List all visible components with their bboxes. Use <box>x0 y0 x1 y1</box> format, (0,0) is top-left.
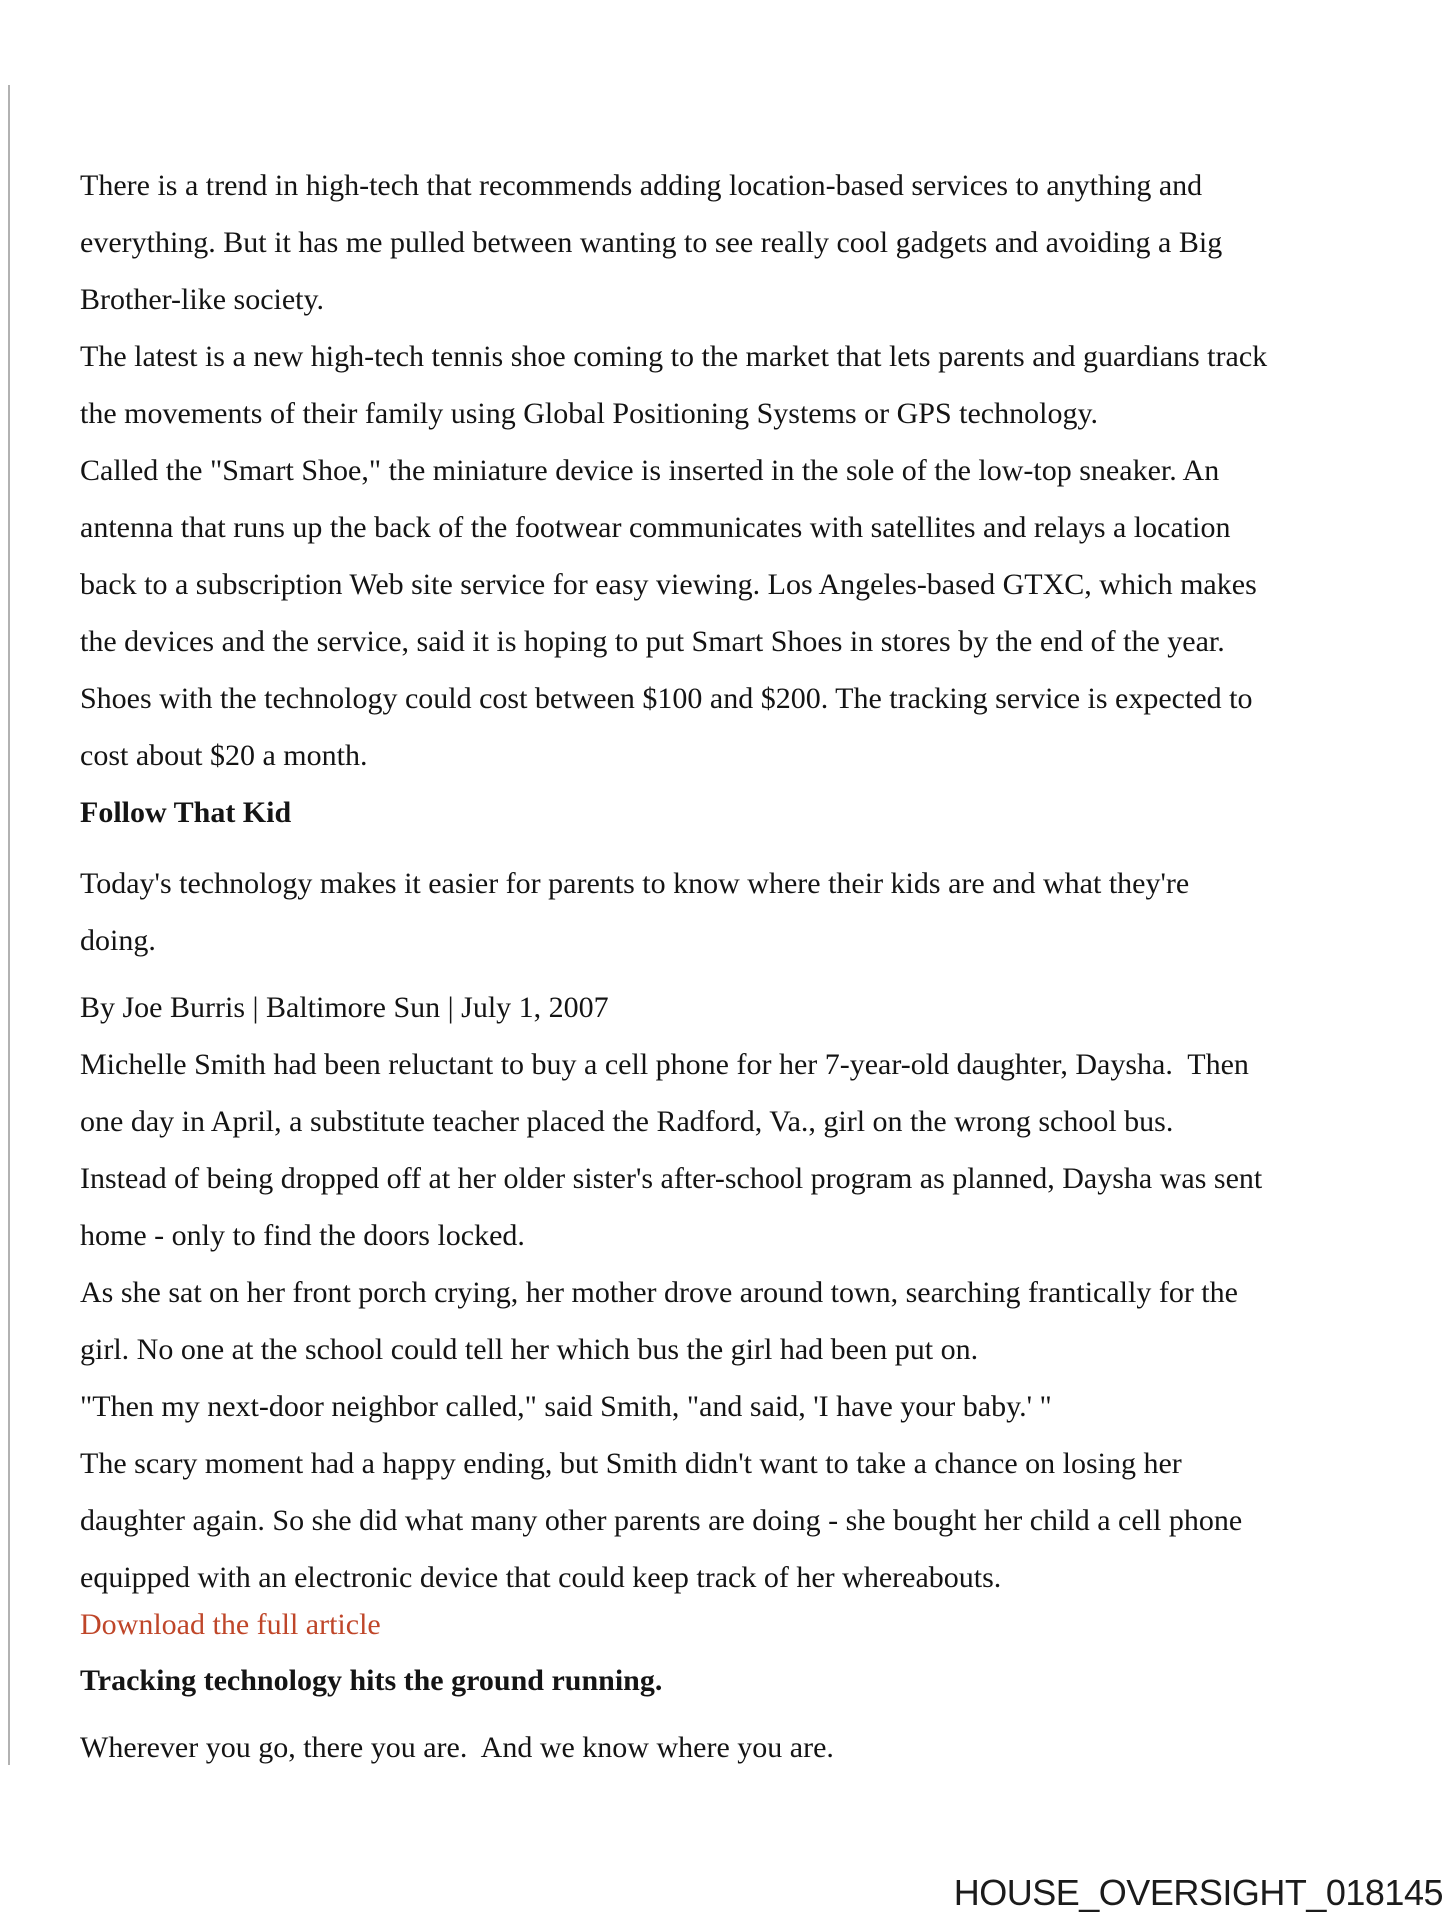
text-line: one day in April, a substitute teacher placed the Radford, Va., girl on the wrong school bus. <box>80 1105 1174 1138</box>
text-line: home - only to find the doors locked. <box>80 1219 525 1252</box>
text-line: The latest is a new high-tech tennis shoe coming to the market that lets parents and guardians track <box>80 340 1268 373</box>
text-line: equipped with an electronic device that could keep track of her whereabouts. <box>80 1561 1002 1594</box>
bates-stamp: HOUSE_OVERSIGHT_018145 <box>953 1872 1443 1913</box>
text-line: There is a trend in high-tech that recommends adding location-based services to anything and <box>80 169 1203 202</box>
text-line: Wherever you go, there you are. And we know where you are. <box>80 1731 834 1764</box>
byline: By Joe Burris | Baltimore Sun | July 1, 2007 <box>80 991 609 1024</box>
text-line: the devices and the service, said it is hoping to put Smart Shoes in stores by the end of the year. <box>80 625 1225 658</box>
document-body <box>80 157 1453 1776</box>
text-line: the movements of their family using Global Positioning Systems or GPS technology. <box>80 397 1098 430</box>
text-line: back to a subscription Web site service for easy viewing. Los Angeles-based GTXC, which makes <box>80 568 1257 601</box>
text-line: doing. <box>80 924 156 957</box>
text-line: As she sat on her front porch crying, her mother drove around town, searching frantically for the <box>80 1276 1238 1309</box>
text-line: everything. But it has me pulled between wanting to see really cool gadgets and avoiding a Big <box>80 226 1223 259</box>
text-line: Today's technology makes it easier for parents to know where their kids are and what they're <box>80 867 1190 900</box>
text-line: Brother-like society. <box>80 283 325 316</box>
text-line: cost about $20 a month. <box>80 739 368 772</box>
text-line: antenna that runs up the back of the footwear communicates with satellites and relays a location <box>80 511 1231 544</box>
text-line: girl. No one at the school could tell her which bus the girl had been put on. <box>80 1333 979 1366</box>
text-line: Shoes with the technology could cost between $100 and $200. The tracking service is expected to <box>80 682 1253 715</box>
page-edge-line <box>8 85 10 1765</box>
text-line: Michelle Smith had been reluctant to buy a cell phone for her 7-year-old daughter, Daysha. Then <box>80 1048 1249 1081</box>
text-line: daughter again. So she did what many other parents are doing - she bought her child a cell phone <box>80 1504 1243 1537</box>
section-heading: Tracking technology hits the ground running. <box>80 1664 663 1697</box>
download-article-link[interactable]: Download the full article <box>80 1608 381 1641</box>
text-line: Instead of being dropped off at her older sister's after-school program as planned, Daysha was sent <box>80 1162 1263 1195</box>
text-line: "Then my next-door neighbor called," said Smith, "and said, 'I have your baby.' " <box>80 1390 1052 1423</box>
section-heading: Follow That Kid <box>80 796 292 829</box>
text-line: The scary moment had a happy ending, but Smith didn't want to take a chance on losing her <box>80 1447 1182 1480</box>
text-line: Called the "Smart Shoe," the miniature device is inserted in the sole of the low-top sneaker. An <box>80 454 1220 487</box>
